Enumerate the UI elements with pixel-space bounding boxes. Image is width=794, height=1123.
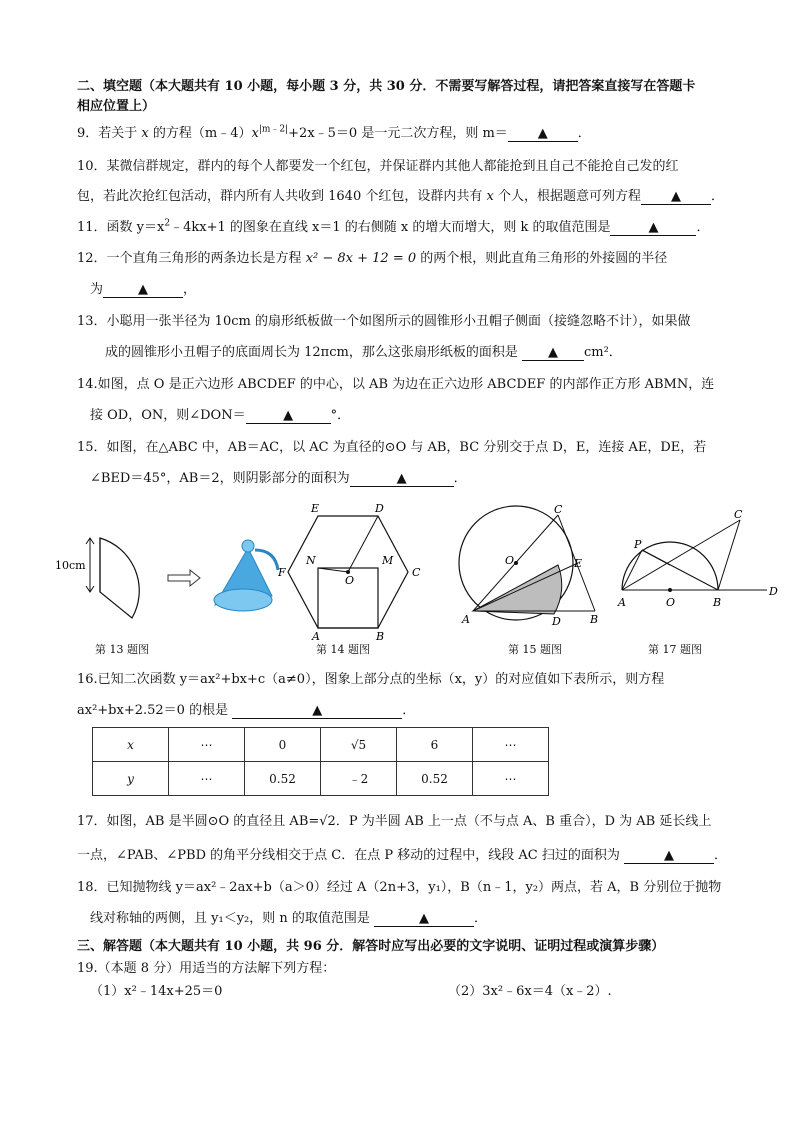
question-16-line-1: 16.已知二次函数 y＝ax²+bx+c（a≠0），图象上部分点的坐标（x，y）的对应值如下表所示，则方程 [77,672,665,687]
label-N: N [306,554,316,567]
label-B: B [376,630,385,640]
answer-blank-9[interactable]: ▲ [508,126,578,142]
question-19-part-1: （1）x²﹣14x+25＝0 [90,984,223,999]
table-cell: ⋯ [169,728,245,762]
question-9: 9．若关于 x 的方程$(m﹣4)x^{|m﹣2|}+2x﹣5=0$ 是一元二次方程，则 m＝ ▲ ． [77,124,591,141]
section-2-heading-cont: 相应位置上） [77,99,156,114]
table-row [93,762,549,796]
arrow-icon [168,570,200,586]
figure-15 [450,505,610,635]
question-17-line-1: 17．如图，AB 是半圆⊙O 的直径且 AB=√2．P 为半圆 AB 上一点（不与点 A、B 重合），D 为 AB 延长线上 [77,814,712,829]
table-cell: 0.52 [397,762,473,796]
answer-blank-12[interactable]: ▲ [103,282,183,298]
label-C: C [412,566,421,579]
label-F: F [278,566,286,579]
label-C: C [734,508,743,521]
table-cell: y [93,762,169,796]
answer-blank-16[interactable]: ▲ [232,703,402,719]
section-3-heading: 三、解答题（本大题共有 10 小题，共 96 分．解答时应写出必要的文字说明、证明过程或演算步骤） [77,939,665,954]
label-D: D [769,585,778,598]
question-13-line-1: 13．小聪用一张半径为 10cm 的扇形纸板做一个如图所示的圆锥形小丑帽子侧面（接缝忽略不计），如果做 [77,314,691,329]
answer-blank-15[interactable]: ▲ [350,471,454,487]
label-D: D [375,502,384,515]
table-cell: √5 [321,728,397,762]
table-cell: ﹣2 [321,762,397,796]
question-18-line-1: 18．已知抛物线 y＝ax²﹣2ax+b（a＞0）经过 A（2n+3，y₁），B（n﹣1，y₂）两点，若 A，B 分别位于抛物 [77,880,722,895]
value-table [92,727,549,796]
table-cell: ⋯ [473,728,549,762]
label-A: A [312,630,320,640]
answer-blank-10[interactable]: ▲ [641,189,711,205]
table-cell: ⋯ [169,762,245,796]
question-19-title: 19.（本题 8 分）用适当的方法解下列方程： [77,961,336,976]
label-B: B [590,613,599,626]
label-A: A [618,596,626,609]
answer-blank-13[interactable]: ▲ [522,345,584,361]
question-12-line-1: 12．一个直角三角形的两条边长是方程 x² − 8x + 12 = 0 的两个根，则此直角三角形的外接圆的半径 [77,251,668,266]
label-C: C [554,505,563,516]
label-E: E [311,502,320,515]
table-cell: 6 [397,728,473,762]
answer-blank-14[interactable]: ▲ [246,408,331,424]
label-B: B [713,596,722,609]
section-2-heading: 二、填空题（本大题共有 10 小题，每小题 3 分，共 30 分．不需要写解答过程，请把答案直接写在答题卡 [77,79,696,94]
question-14-line-1: 14.如图，点 O 是正六边形 ABCDEF 的中心，以 AB 为边在正六边形 ABCDEF 的内部作正方形 ABMN，连 [77,377,715,392]
sector-outline [100,538,139,618]
figure-13 [50,520,310,630]
label-A: A [462,613,470,626]
question-18-line-2: 线对称轴的两侧，且 y₁＜y₂，则 n 的取值范围是 ▲ ． [90,911,488,926]
figure-17 [612,505,782,615]
caption-fig17: 第 17 题图 [648,643,702,656]
answer-blank-11[interactable]: ▲ [610,220,696,236]
table-cell: 0.52 [245,762,321,796]
question-17-line-2: 一点，∠PAB、∠PBD 的角平分线相交于点 C．在点 P 移动的过程中，线段 AC 扫过的面积为 ▲ ． [77,848,727,863]
shaded-region [473,565,562,614]
question-12-line-2: 为 ▲ ， [90,282,197,297]
label-P: P [634,538,642,551]
table-cell: ⋯ [473,762,549,796]
answer-blank-18[interactable]: ▲ [374,911,474,927]
figure-14 [278,500,428,640]
question-13-line-2: 成的圆锥形小丑帽子的底面周长为 12πcm，那么这张扇形纸板的面积是 ▲ cm²． [105,345,622,360]
question-11: 11．函数 $y=x^2﹣4kx+1$ 的图象在直线 x＝1 的右侧随 x 的增大而增大，则 k 的取值范围是 ▲ ． [77,218,710,235]
label-O: O [345,574,355,587]
label-O: O [666,596,676,609]
label-10cm: 10cm [55,559,86,572]
table-cell: 0 [245,728,321,762]
question-16-line-2: ax²+bx+2.52＝0 的根是 ▲ ． [77,703,416,718]
answer-blank-17[interactable]: ▲ [624,848,714,864]
question-15-line-2: ∠BED＝45°，AB＝2，则阴影部分的面积为 ▲ ． [90,471,467,486]
caption-fig15: 第 15 题图 [508,643,562,656]
question-15-line-1: 15．如图，在△ABC 中，AB＝AC，以 AC 为直径的⊙O 与 AB，BC 分别交于点 D，E，连接 AE，DE，若 [77,440,707,455]
question-10-line-2: 包，若此次抢红包活动，群内所有人共收到 1640 个红包，设群内共有 x 个人，根据题意可列方程 ▲ ． [77,189,724,204]
label-D: D [552,615,561,628]
question-19-part-2: （2）3x²﹣6x＝4（x﹣2）. [448,984,612,999]
table-row [93,728,549,762]
caption-fig14: 第 14 题图 [316,643,370,656]
question-14-line-2: 接 OD，ON，则∠DON＝ ▲ °． [90,408,351,423]
question-10-line-1: 10．某微信群规定，群内的每个人都要发一个红包，并保证群内其他人都能抢到且自己不能抢自己发的红 [77,159,679,174]
table-cell: x [93,728,169,762]
label-E: E [574,557,583,570]
label-M: M [382,554,394,567]
label-O: O [505,554,515,567]
caption-fig13: 第 13 题图 [95,643,149,656]
